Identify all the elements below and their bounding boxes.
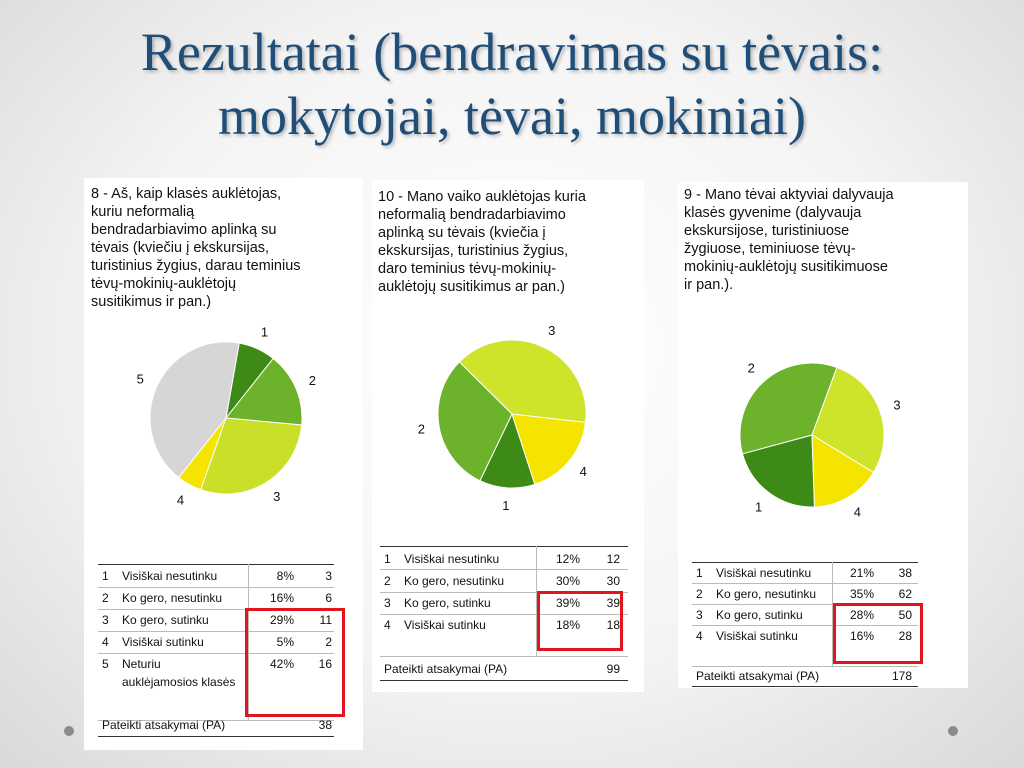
highlight-box-q8 xyxy=(245,608,345,717)
table-row: 4 Visiškai sutinku 16% 28 xyxy=(696,629,912,643)
question-q8: 8 - Aš, kaip klasės auklėtojas, kuriu neformalią bendradarbiavimo aplinką su tėvais (kviečiu į ekskursijas, turistinius žygius, darau teminius tėvų-mokinių-auklėtojų susitikimus ir pan.) xyxy=(91,186,301,310)
pie-chart-q8 xyxy=(84,324,363,533)
table-row: 2 Ko gero, nesutinku 16% 6 xyxy=(102,591,332,605)
slide-title-line-1: Rezultatai (bendravimas su tėvais: xyxy=(140,22,884,82)
table-row: 3 Ko gero, sutinku 28% 50 xyxy=(696,608,912,622)
pie-slice-label: 1 xyxy=(502,497,510,513)
table-row: 1 Visiškai nesutinku 12% 12 xyxy=(384,552,620,566)
pie-slice-label: 3 xyxy=(893,397,901,413)
pie-slice-label: 1 xyxy=(754,499,763,515)
pie-slice-label: 3 xyxy=(548,323,556,339)
pie-slice-label: 3 xyxy=(273,489,281,505)
table-row: 5 Neturiu 42% 16 xyxy=(102,657,332,671)
question-q9: 9 - Mano tėvai aktyviai dalyvauja klasės gyvenime (dalyvauja ekskursijose, turistiniuose žygiuose, teminiuose tėvų- mokinių-auklėtojų susitikimuose ir pan.). xyxy=(684,187,894,293)
highlight-box-q10 xyxy=(537,591,623,651)
slide-nav-dot-left xyxy=(64,726,74,736)
table-row: 2 Ko gero, nesutinku 35% 62 xyxy=(696,587,912,601)
table-row: 3 Ko gero, sutinku 39% 39 xyxy=(384,596,620,610)
table-total-row: Pateikti atsakymai (PA) 38 xyxy=(102,718,332,732)
pie-slice-label: 2 xyxy=(417,421,425,437)
pie-slice-label: 2 xyxy=(747,360,755,376)
pie-chart-q10 xyxy=(372,325,644,515)
table-row-continuation: auklėjamosios klasės xyxy=(122,675,236,689)
table-row: 1 Visiškai nesutinku 21% 38 xyxy=(696,566,912,580)
slide-title xyxy=(0,20,1024,148)
pie-slice-label: 4 xyxy=(176,492,185,508)
slide-nav-dot-right xyxy=(948,726,958,736)
table-total-row: Pateikti atsakymai (PA) 178 xyxy=(696,669,912,683)
table-total-row: Pateikti atsakymai (PA) 99 xyxy=(384,662,620,676)
table-row: 3 Ko gero, sutinku 29% 11 xyxy=(102,613,332,627)
panel-q9 xyxy=(678,182,968,688)
slide-title-line-2: mokytojai, tėvai, mokiniai) xyxy=(218,86,806,146)
pie-chart-q9 xyxy=(678,342,968,532)
pie-slice-label: 4 xyxy=(579,464,587,480)
pie-slice-label: 5 xyxy=(136,371,144,387)
pie-slice-label: 2 xyxy=(308,373,317,389)
table-row: 1 Visiškai nesutinku 8% 3 xyxy=(102,569,332,583)
highlight-box-q9 xyxy=(833,603,923,664)
panel-q8 xyxy=(84,178,363,750)
pie-slice-label: 4 xyxy=(853,504,862,520)
panel-q10 xyxy=(372,180,644,692)
table-row: 4 Visiškai sutinku 5% 2 xyxy=(102,635,332,649)
table-row: 4 Visiškai sutinku 18% 18 xyxy=(384,618,620,632)
table-row: 2 Ko gero, nesutinku 30% 30 xyxy=(384,574,620,588)
question-q10: 10 - Mano vaiko auklėtojas kuria neformalią bendradarbiavimo aplinką su tėvais (kviečia į ekskursijas, turistinius žygius, daro teminius tėvų-mokinių- auklėtojų susitikimus ar pan.) xyxy=(378,189,586,295)
pie-slice-label: 1 xyxy=(260,324,269,340)
